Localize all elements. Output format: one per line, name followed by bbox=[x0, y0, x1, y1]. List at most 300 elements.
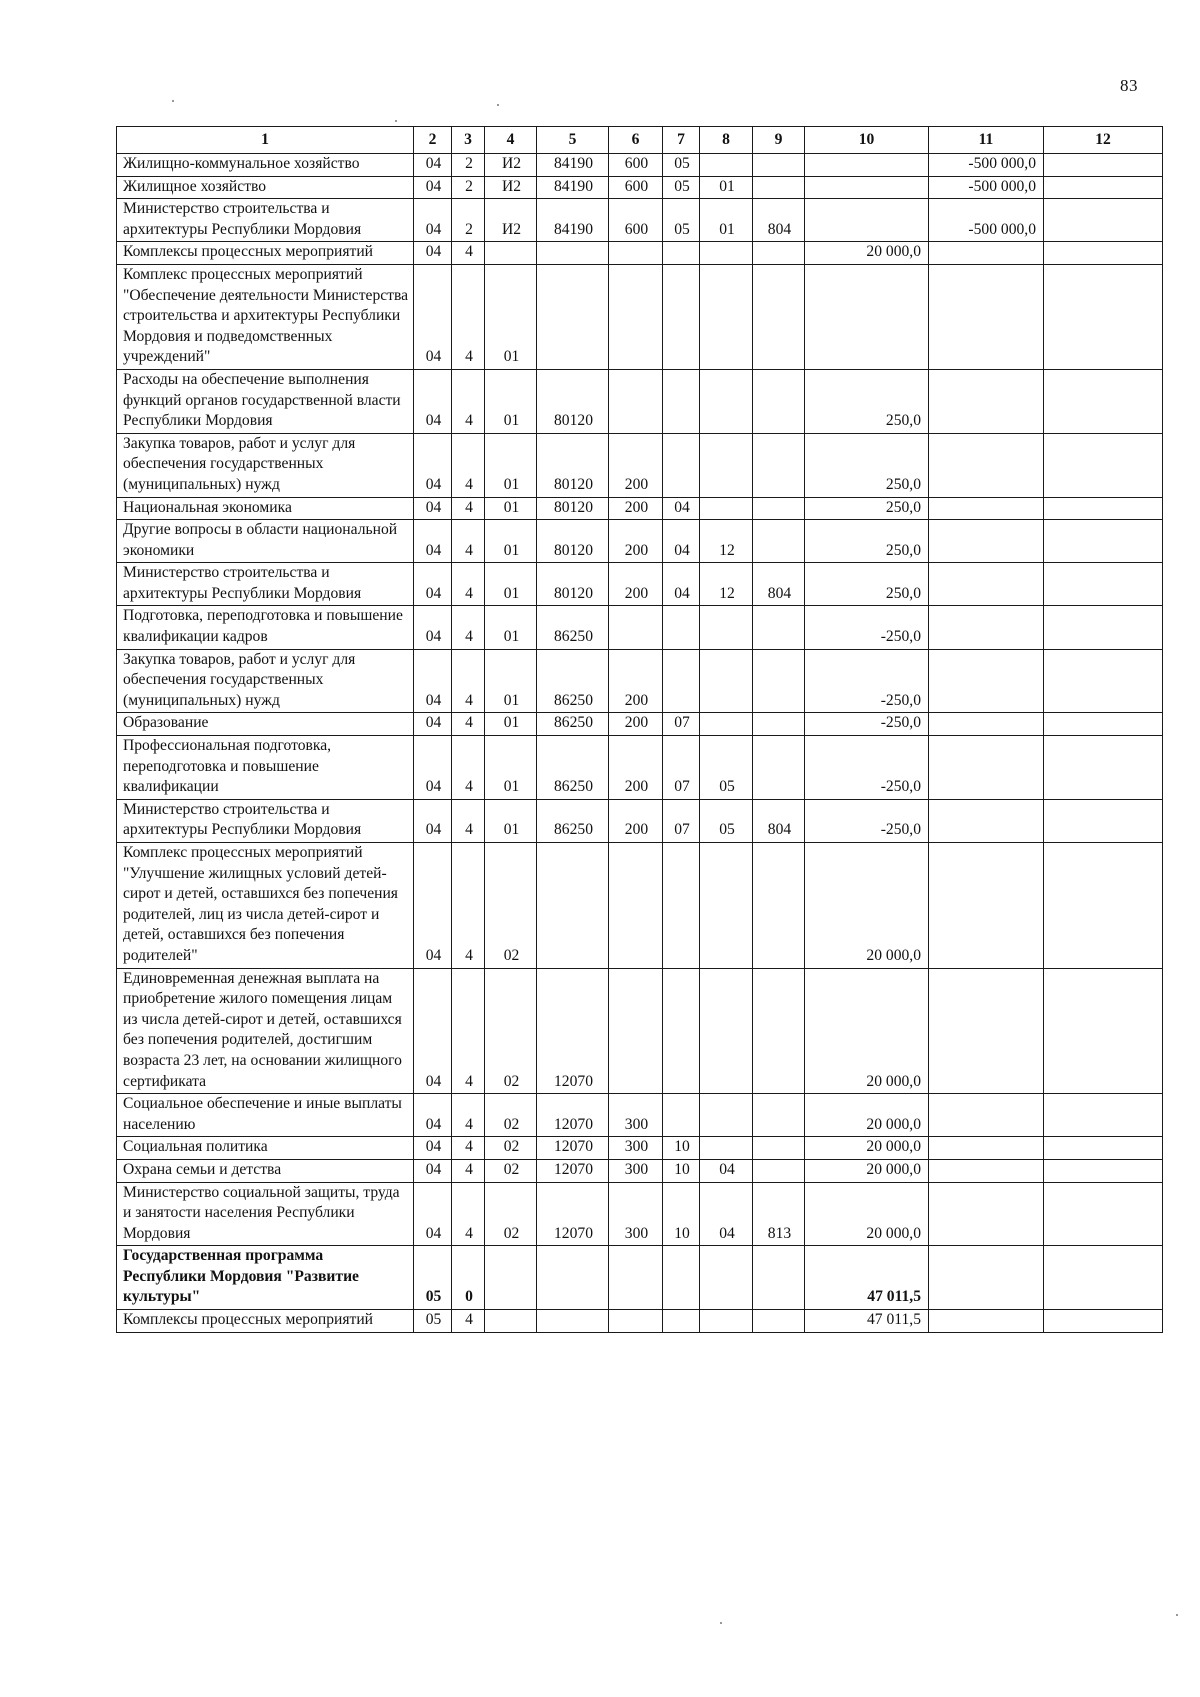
code-cell-c6: 200 bbox=[609, 520, 663, 563]
code-cell-c2: 04 bbox=[414, 563, 452, 606]
code-cell-c3: 4 bbox=[452, 843, 485, 969]
code-cell-c4: 02 bbox=[485, 1094, 537, 1137]
code-cell-c5: 80120 bbox=[537, 369, 609, 433]
code-cell-c7 bbox=[663, 649, 700, 713]
code-cell-c3: 4 bbox=[452, 649, 485, 713]
row-name-cell: Закупка товаров, работ и услуг для обеспечения государственных (муниципальных) нужд bbox=[117, 649, 414, 713]
code-cell-c9 bbox=[753, 606, 805, 649]
code-cell-c2: 04 bbox=[414, 369, 452, 433]
code-cell-c4: 01 bbox=[485, 433, 537, 497]
code-cell-c8 bbox=[700, 242, 753, 265]
code-cell-c9 bbox=[753, 736, 805, 800]
amount-cell-c12 bbox=[1044, 369, 1163, 433]
amount-cell-c10: 250,0 bbox=[805, 369, 929, 433]
table-row bbox=[117, 799, 1163, 842]
header-row bbox=[117, 127, 1163, 154]
code-cell-c4: 01 bbox=[485, 713, 537, 736]
code-cell-c7: 07 bbox=[663, 736, 700, 800]
code-cell-c9 bbox=[753, 1137, 805, 1160]
code-cell-c2: 05 bbox=[414, 1310, 452, 1333]
code-cell-c8 bbox=[700, 1246, 753, 1310]
code-cell-c9: 804 bbox=[753, 199, 805, 242]
budget-table bbox=[116, 126, 1163, 1333]
amount-cell-c10: 20 000,0 bbox=[805, 968, 929, 1094]
code-cell-c7: 05 bbox=[663, 176, 700, 199]
code-cell-c4: И2 bbox=[485, 154, 537, 177]
amount-cell-c12 bbox=[1044, 242, 1163, 265]
code-cell-c5 bbox=[537, 1246, 609, 1310]
code-cell-c5: 80120 bbox=[537, 433, 609, 497]
code-cell-c3: 4 bbox=[452, 799, 485, 842]
code-cell-c3: 2 bbox=[452, 154, 485, 177]
code-cell-c6: 200 bbox=[609, 649, 663, 713]
code-cell-c5: 12070 bbox=[537, 1137, 609, 1160]
code-cell-c6 bbox=[609, 1246, 663, 1310]
code-cell-c3: 4 bbox=[452, 1159, 485, 1182]
code-cell-c3: 4 bbox=[452, 713, 485, 736]
code-cell-c7 bbox=[663, 1246, 700, 1310]
amount-cell-c10: 20 000,0 bbox=[805, 1182, 929, 1246]
code-cell-c4: 02 bbox=[485, 843, 537, 969]
amount-cell-c11 bbox=[929, 497, 1044, 520]
code-cell-c2: 04 bbox=[414, 264, 452, 369]
table-row bbox=[117, 497, 1163, 520]
code-cell-c4 bbox=[485, 242, 537, 265]
code-cell-c8: 04 bbox=[700, 1159, 753, 1182]
amount-cell-c12 bbox=[1044, 433, 1163, 497]
amount-cell-c12 bbox=[1044, 497, 1163, 520]
amount-cell-c11 bbox=[929, 649, 1044, 713]
code-cell-c4: 01 bbox=[485, 606, 537, 649]
code-cell-c2: 04 bbox=[414, 1094, 452, 1137]
code-cell-c3: 4 bbox=[452, 369, 485, 433]
code-cell-c6 bbox=[609, 264, 663, 369]
code-cell-c2: 04 bbox=[414, 199, 452, 242]
code-cell-c7 bbox=[663, 433, 700, 497]
table-row bbox=[117, 154, 1163, 177]
row-name-cell: Комплексы процессных мероприятий bbox=[117, 242, 414, 265]
column-header: 12 bbox=[1044, 127, 1163, 154]
code-cell-c7: 10 bbox=[663, 1182, 700, 1246]
table-row bbox=[117, 736, 1163, 800]
row-name-cell: Министерство строительства и архитектуры Республики Мордовия bbox=[117, 199, 414, 242]
amount-cell-c10 bbox=[805, 176, 929, 199]
code-cell-c7 bbox=[663, 242, 700, 265]
code-cell-c2: 04 bbox=[414, 497, 452, 520]
code-cell-c2: 04 bbox=[414, 799, 452, 842]
row-name-cell: Социальное обеспечение и иные выплаты населению bbox=[117, 1094, 414, 1137]
amount-cell-c12 bbox=[1044, 1310, 1163, 1333]
column-header: 2 bbox=[414, 127, 452, 154]
column-header: 3 bbox=[452, 127, 485, 154]
code-cell-c4: 02 bbox=[485, 1159, 537, 1182]
scan-speck bbox=[497, 104, 499, 106]
code-cell-c8 bbox=[700, 606, 753, 649]
code-cell-c9 bbox=[753, 433, 805, 497]
amount-cell-c11 bbox=[929, 843, 1044, 969]
code-cell-c8 bbox=[700, 843, 753, 969]
code-cell-c9 bbox=[753, 1246, 805, 1310]
amount-cell-c12 bbox=[1044, 843, 1163, 969]
code-cell-c2: 04 bbox=[414, 968, 452, 1094]
code-cell-c6 bbox=[609, 1310, 663, 1333]
code-cell-c9 bbox=[753, 154, 805, 177]
code-cell-c4: 01 bbox=[485, 736, 537, 800]
amount-cell-c10: 250,0 bbox=[805, 563, 929, 606]
amount-cell-c11 bbox=[929, 563, 1044, 606]
code-cell-c5: 84190 bbox=[537, 154, 609, 177]
code-cell-c8 bbox=[700, 1137, 753, 1160]
code-cell-c4: 01 bbox=[485, 264, 537, 369]
code-cell-c5 bbox=[537, 264, 609, 369]
scan-speck bbox=[172, 100, 174, 102]
code-cell-c7: 10 bbox=[663, 1159, 700, 1182]
page-number: 83 bbox=[1120, 76, 1138, 95]
code-cell-c2: 04 bbox=[414, 1182, 452, 1246]
amount-cell-c11 bbox=[929, 968, 1044, 1094]
code-cell-c9: 804 bbox=[753, 799, 805, 842]
row-name-cell: Охрана семьи и детства bbox=[117, 1159, 414, 1182]
code-cell-c7 bbox=[663, 369, 700, 433]
amount-cell-c12 bbox=[1044, 736, 1163, 800]
amount-cell-c12 bbox=[1044, 1159, 1163, 1182]
row-name-cell: Единовременная денежная выплата на приобретение жилого помещения лицам из числа детей-сирот и детей, оставшихся без попечения родителей, достигшим возраста 23 лет, на основании жилищного сертификата bbox=[117, 968, 414, 1094]
table-row bbox=[117, 242, 1163, 265]
code-cell-c5: 12070 bbox=[537, 1182, 609, 1246]
code-cell-c5 bbox=[537, 843, 609, 969]
code-cell-c8 bbox=[700, 1310, 753, 1333]
code-cell-c9: 813 bbox=[753, 1182, 805, 1246]
code-cell-c3: 4 bbox=[452, 1094, 485, 1137]
code-cell-c6: 200 bbox=[609, 433, 663, 497]
amount-cell-c10: 20 000,0 bbox=[805, 1159, 929, 1182]
scan-speck bbox=[395, 120, 397, 122]
row-name-cell: Расходы на обеспечение выполнения функций органов государственной власти Республики Мордовия bbox=[117, 369, 414, 433]
code-cell-c9 bbox=[753, 649, 805, 713]
code-cell-c9 bbox=[753, 369, 805, 433]
code-cell-c5: 86250 bbox=[537, 606, 609, 649]
table-row bbox=[117, 1182, 1163, 1246]
code-cell-c9 bbox=[753, 176, 805, 199]
row-name-cell: Образование bbox=[117, 713, 414, 736]
code-cell-c6: 600 bbox=[609, 176, 663, 199]
code-cell-c5 bbox=[537, 242, 609, 265]
code-cell-c8: 05 bbox=[700, 736, 753, 800]
code-cell-c9 bbox=[753, 520, 805, 563]
code-cell-c6: 600 bbox=[609, 199, 663, 242]
amount-cell-c10: 250,0 bbox=[805, 520, 929, 563]
code-cell-c3: 2 bbox=[452, 176, 485, 199]
amount-cell-c11 bbox=[929, 736, 1044, 800]
amount-cell-c11 bbox=[929, 520, 1044, 563]
code-cell-c4: 01 bbox=[485, 563, 537, 606]
column-header: 4 bbox=[485, 127, 537, 154]
code-cell-c6 bbox=[609, 968, 663, 1094]
code-cell-c4: И2 bbox=[485, 199, 537, 242]
code-cell-c2: 04 bbox=[414, 154, 452, 177]
amount-cell-c12 bbox=[1044, 199, 1163, 242]
code-cell-c6: 300 bbox=[609, 1137, 663, 1160]
code-cell-c3: 4 bbox=[452, 497, 485, 520]
code-cell-c8 bbox=[700, 154, 753, 177]
code-cell-c2: 04 bbox=[414, 520, 452, 563]
row-name-cell: Закупка товаров, работ и услуг для обеспечения государственных (муниципальных) нужд bbox=[117, 433, 414, 497]
amount-cell-c11 bbox=[929, 264, 1044, 369]
table-row bbox=[117, 1159, 1163, 1182]
amount-cell-c11 bbox=[929, 369, 1044, 433]
table-row bbox=[117, 1246, 1163, 1310]
code-cell-c5 bbox=[537, 1310, 609, 1333]
amount-cell-c12 bbox=[1044, 563, 1163, 606]
code-cell-c8 bbox=[700, 433, 753, 497]
amount-cell-c10: -250,0 bbox=[805, 736, 929, 800]
amount-cell-c12 bbox=[1044, 606, 1163, 649]
table-row bbox=[117, 369, 1163, 433]
table-row bbox=[117, 176, 1163, 199]
code-cell-c3: 4 bbox=[452, 606, 485, 649]
amount-cell-c10: 250,0 bbox=[805, 497, 929, 520]
code-cell-c2: 04 bbox=[414, 713, 452, 736]
code-cell-c6 bbox=[609, 369, 663, 433]
code-cell-c5: 86250 bbox=[537, 799, 609, 842]
code-cell-c9 bbox=[753, 1310, 805, 1333]
amount-cell-c11 bbox=[929, 1159, 1044, 1182]
code-cell-c8 bbox=[700, 369, 753, 433]
code-cell-c8 bbox=[700, 713, 753, 736]
code-cell-c7: 04 bbox=[663, 497, 700, 520]
column-header: 7 bbox=[663, 127, 700, 154]
code-cell-c9 bbox=[753, 264, 805, 369]
amount-cell-c12 bbox=[1044, 649, 1163, 713]
amount-cell-c12 bbox=[1044, 1182, 1163, 1246]
code-cell-c2: 04 bbox=[414, 606, 452, 649]
code-cell-c4: 01 bbox=[485, 649, 537, 713]
code-cell-c5: 84190 bbox=[537, 199, 609, 242]
row-name-cell: Министерство строительства и архитектуры Республики Мордовия bbox=[117, 799, 414, 842]
amount-cell-c10: 20 000,0 bbox=[805, 242, 929, 265]
amount-cell-c12 bbox=[1044, 713, 1163, 736]
code-cell-c5: 86250 bbox=[537, 736, 609, 800]
amount-cell-c10: -250,0 bbox=[805, 606, 929, 649]
amount-cell-c11: -500 000,0 bbox=[929, 199, 1044, 242]
code-cell-c2: 04 bbox=[414, 1137, 452, 1160]
table-row bbox=[117, 606, 1163, 649]
amount-cell-c10: -250,0 bbox=[805, 713, 929, 736]
code-cell-c9 bbox=[753, 968, 805, 1094]
row-name-cell: Министерство социальной защиты, труда и занятости населения Республики Мордовия bbox=[117, 1182, 414, 1246]
row-name-cell: Комплекс процессных мероприятий "Обеспечение деятельности Министерства строительства и архитектуры Республики Мордовия и подведомственных учреждений" bbox=[117, 264, 414, 369]
code-cell-c8: 12 bbox=[700, 563, 753, 606]
code-cell-c3: 4 bbox=[452, 1137, 485, 1160]
code-cell-c7 bbox=[663, 1310, 700, 1333]
scan-speck bbox=[1176, 1614, 1178, 1616]
code-cell-c5: 80120 bbox=[537, 497, 609, 520]
amount-cell-c12 bbox=[1044, 799, 1163, 842]
column-header: 6 bbox=[609, 127, 663, 154]
amount-cell-c12 bbox=[1044, 264, 1163, 369]
code-cell-c4: И2 bbox=[485, 176, 537, 199]
code-cell-c7: 05 bbox=[663, 199, 700, 242]
row-name-cell: Подготовка, переподготовка и повышение квалификации кадров bbox=[117, 606, 414, 649]
table-row bbox=[117, 433, 1163, 497]
row-name-cell: Социальная политика bbox=[117, 1137, 414, 1160]
code-cell-c4 bbox=[485, 1310, 537, 1333]
table-row bbox=[117, 649, 1163, 713]
column-header: 5 bbox=[537, 127, 609, 154]
amount-cell-c11 bbox=[929, 1094, 1044, 1137]
amount-cell-c11 bbox=[929, 242, 1044, 265]
table-row bbox=[117, 199, 1163, 242]
code-cell-c6 bbox=[609, 843, 663, 969]
code-cell-c7: 10 bbox=[663, 1137, 700, 1160]
table-row bbox=[117, 843, 1163, 969]
code-cell-c3: 0 bbox=[452, 1246, 485, 1310]
code-cell-c5: 12070 bbox=[537, 1094, 609, 1137]
code-cell-c5: 12070 bbox=[537, 1159, 609, 1182]
code-cell-c6 bbox=[609, 242, 663, 265]
code-cell-c2: 04 bbox=[414, 649, 452, 713]
amount-cell-c12 bbox=[1044, 1137, 1163, 1160]
amount-cell-c12 bbox=[1044, 176, 1163, 199]
code-cell-c8 bbox=[700, 649, 753, 713]
amount-cell-c12 bbox=[1044, 520, 1163, 563]
code-cell-c3: 4 bbox=[452, 520, 485, 563]
amount-cell-c10: 20 000,0 bbox=[805, 1137, 929, 1160]
amount-cell-c10: 20 000,0 bbox=[805, 843, 929, 969]
amount-cell-c12 bbox=[1044, 1246, 1163, 1310]
column-header: 1 bbox=[117, 127, 414, 154]
code-cell-c7 bbox=[663, 1094, 700, 1137]
code-cell-c7 bbox=[663, 968, 700, 1094]
code-cell-c6: 200 bbox=[609, 563, 663, 606]
code-cell-c9 bbox=[753, 497, 805, 520]
row-name-cell: Комплексы процессных мероприятий bbox=[117, 1310, 414, 1333]
amount-cell-c10: 47 011,5 bbox=[805, 1246, 929, 1310]
amount-cell-c11 bbox=[929, 606, 1044, 649]
code-cell-c5: 86250 bbox=[537, 713, 609, 736]
row-name-cell: Государственная программа Республики Мордовия "Развитие культуры" bbox=[117, 1246, 414, 1310]
table-row bbox=[117, 713, 1163, 736]
column-header: 11 bbox=[929, 127, 1044, 154]
amount-cell-c11 bbox=[929, 1137, 1044, 1160]
row-name-cell: Профессиональная подготовка, переподготовка и повышение квалификации bbox=[117, 736, 414, 800]
amount-cell-c10 bbox=[805, 264, 929, 369]
code-cell-c3: 2 bbox=[452, 199, 485, 242]
row-name-cell: Жилищно-коммунальное хозяйство bbox=[117, 154, 414, 177]
code-cell-c9 bbox=[753, 843, 805, 969]
code-cell-c4: 02 bbox=[485, 968, 537, 1094]
row-name-cell: Жилищное хозяйство bbox=[117, 176, 414, 199]
amount-cell-c11 bbox=[929, 799, 1044, 842]
table-row bbox=[117, 563, 1163, 606]
code-cell-c9 bbox=[753, 713, 805, 736]
amount-cell-c10: -250,0 bbox=[805, 799, 929, 842]
amount-cell-c11 bbox=[929, 1310, 1044, 1333]
amount-cell-c12 bbox=[1044, 968, 1163, 1094]
code-cell-c5: 86250 bbox=[537, 649, 609, 713]
code-cell-c3: 4 bbox=[452, 264, 485, 369]
code-cell-c2: 05 bbox=[414, 1246, 452, 1310]
code-cell-c7 bbox=[663, 606, 700, 649]
code-cell-c6 bbox=[609, 606, 663, 649]
amount-cell-c11 bbox=[929, 1246, 1044, 1310]
code-cell-c4: 01 bbox=[485, 799, 537, 842]
code-cell-c9 bbox=[753, 1094, 805, 1137]
code-cell-c2: 04 bbox=[414, 433, 452, 497]
code-cell-c2: 04 bbox=[414, 843, 452, 969]
code-cell-c2: 04 bbox=[414, 1159, 452, 1182]
code-cell-c8 bbox=[700, 968, 753, 1094]
code-cell-c8 bbox=[700, 264, 753, 369]
code-cell-c2: 04 bbox=[414, 242, 452, 265]
scan-speck bbox=[720, 1622, 722, 1624]
code-cell-c3: 4 bbox=[452, 1310, 485, 1333]
code-cell-c4: 01 bbox=[485, 369, 537, 433]
code-cell-c8 bbox=[700, 497, 753, 520]
row-name-cell: Министерство строительства и архитектуры Республики Мордовия bbox=[117, 563, 414, 606]
code-cell-c5: 80120 bbox=[537, 520, 609, 563]
code-cell-c7 bbox=[663, 843, 700, 969]
code-cell-c3: 4 bbox=[452, 736, 485, 800]
code-cell-c3: 4 bbox=[452, 1182, 485, 1246]
code-cell-c6: 300 bbox=[609, 1182, 663, 1246]
code-cell-c4 bbox=[485, 1246, 537, 1310]
column-header: 9 bbox=[753, 127, 805, 154]
code-cell-c9: 804 bbox=[753, 563, 805, 606]
table-row bbox=[117, 1310, 1163, 1333]
code-cell-c7: 07 bbox=[663, 799, 700, 842]
code-cell-c7: 07 bbox=[663, 713, 700, 736]
code-cell-c7 bbox=[663, 264, 700, 369]
code-cell-c6: 200 bbox=[609, 713, 663, 736]
table-row bbox=[117, 1094, 1163, 1137]
code-cell-c8: 05 bbox=[700, 799, 753, 842]
amount-cell-c10 bbox=[805, 154, 929, 177]
column-header: 8 bbox=[700, 127, 753, 154]
amount-cell-c10: 250,0 bbox=[805, 433, 929, 497]
code-cell-c6: 200 bbox=[609, 497, 663, 520]
code-cell-c5: 80120 bbox=[537, 563, 609, 606]
code-cell-c8 bbox=[700, 1094, 753, 1137]
code-cell-c3: 4 bbox=[452, 563, 485, 606]
code-cell-c9 bbox=[753, 1159, 805, 1182]
amount-cell-c12 bbox=[1044, 1094, 1163, 1137]
code-cell-c8: 01 bbox=[700, 176, 753, 199]
table-body bbox=[117, 154, 1163, 1333]
code-cell-c7: 04 bbox=[663, 563, 700, 606]
code-cell-c7: 04 bbox=[663, 520, 700, 563]
amount-cell-c11: -500 000,0 bbox=[929, 154, 1044, 177]
amount-cell-c11 bbox=[929, 1182, 1044, 1246]
table-row bbox=[117, 264, 1163, 369]
code-cell-c6: 200 bbox=[609, 799, 663, 842]
amount-cell-c10 bbox=[805, 199, 929, 242]
code-cell-c7: 05 bbox=[663, 154, 700, 177]
code-cell-c5: 84190 bbox=[537, 176, 609, 199]
row-name-cell: Комплекс процессных мероприятий "Улучшение жилищных условий детей-сирот и детей, оставшихся без попечения родителей, лиц из числа детей-сирот и детей, оставшихся без попечения родителей" bbox=[117, 843, 414, 969]
amount-cell-c11: -500 000,0 bbox=[929, 176, 1044, 199]
row-name-cell: Национальная экономика bbox=[117, 497, 414, 520]
code-cell-c4: 02 bbox=[485, 1137, 537, 1160]
code-cell-c3: 4 bbox=[452, 968, 485, 1094]
amount-cell-c10: -250,0 bbox=[805, 649, 929, 713]
code-cell-c6: 600 bbox=[609, 154, 663, 177]
code-cell-c3: 4 bbox=[452, 242, 485, 265]
amount-cell-c12 bbox=[1044, 154, 1163, 177]
code-cell-c6: 300 bbox=[609, 1159, 663, 1182]
amount-cell-c11 bbox=[929, 433, 1044, 497]
table-row bbox=[117, 1137, 1163, 1160]
